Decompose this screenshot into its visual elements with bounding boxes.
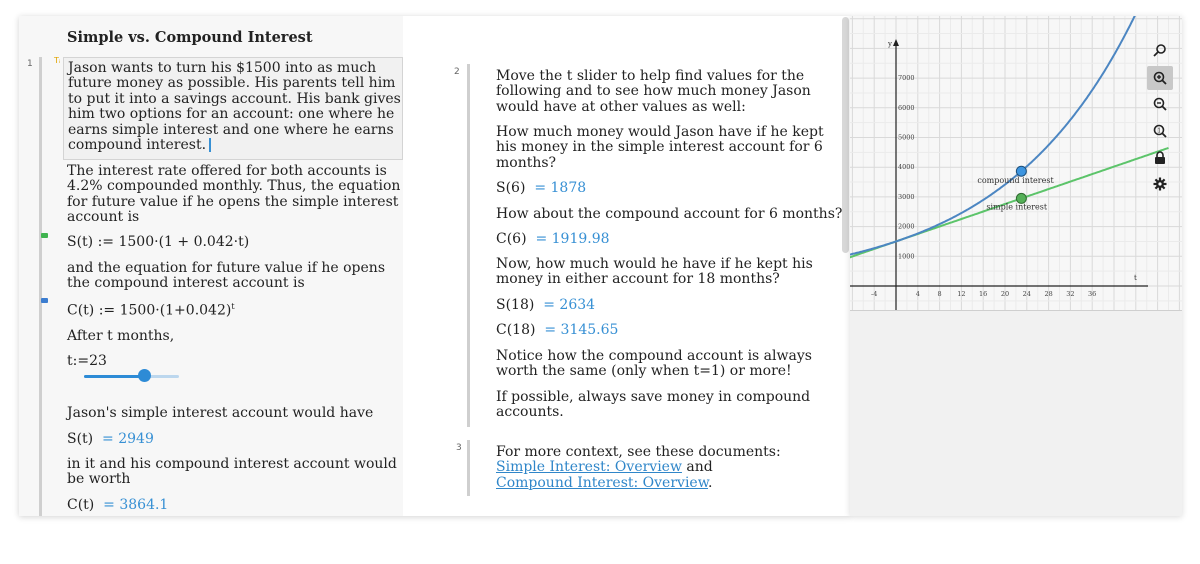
notice-text: Notice how the compound account is always worth the same (only when t=1) or more!	[496, 348, 812, 380]
y-tick-label: 2000	[898, 222, 915, 231]
s-eval[interactable]: S(t) = 2949	[67, 431, 154, 447]
c-result: = 3864.1	[103, 497, 169, 513]
y-tick-label: 7000	[898, 74, 915, 83]
s6-eval[interactable]: S(6) = 1878	[496, 180, 587, 196]
x-tick-label: 16	[979, 290, 988, 298]
rate-text: The interest rate offered for both accounts is 4.2% compounded monthly. Thus, the equation for future value if he opens the simple interest account is	[67, 163, 401, 226]
compound-label: compound interest	[977, 176, 1054, 186]
y-tick-label: 3000	[898, 192, 915, 201]
t-slider-fill	[84, 375, 145, 378]
math-marker-simple	[41, 233, 48, 238]
y-tick-label: 4000	[898, 163, 915, 172]
gear-icon[interactable]	[1147, 172, 1173, 196]
x-tick-label: 32	[1066, 290, 1075, 298]
region-number-3: 3	[456, 443, 462, 453]
link-simple-interest[interactable]: Simple Interest: Overview	[496, 459, 682, 476]
question-2: How about the compound account for 6 months?	[496, 206, 843, 222]
advice-text: If possible, always save money in compound accounts.	[496, 389, 811, 421]
c18-eval[interactable]: C(18) = 3145.65	[496, 322, 619, 338]
y-tick-label: 5000	[898, 133, 915, 142]
x-tick-label: 8	[937, 290, 942, 298]
x-tick-label: 20	[1000, 290, 1010, 298]
y-axis-label: y	[888, 40, 892, 48]
x-tick-label: 12	[957, 290, 966, 298]
y-tick-label: 6000	[898, 103, 915, 112]
simple-label: simple interest	[986, 202, 1048, 212]
eq-compound[interactable]: C(t) := $1500\cdot(1+0.042)^t$	[67, 302, 235, 319]
link-compound-interest[interactable]: Compound Interest: Overview	[496, 474, 709, 491]
intro-text[interactable]: Jason wants to turn his $1500 into as much future money as possible. His parents tell him to put it into a savings account. His bank gives him two options for an account: one where he earns simple interest and one where he earns compound interest.	[68, 60, 401, 154]
y-axis-arrow	[893, 39, 899, 46]
region-bar-3	[467, 440, 470, 496]
context-text: For more context, see these documents: Simple Interest: Overview and Compound Interest: Overview.	[496, 444, 781, 491]
region-bar-2	[467, 64, 470, 427]
zoom-fit-icon[interactable]	[1147, 38, 1173, 62]
plot-area[interactable]	[850, 16, 1182, 311]
graph-panel	[850, 16, 1182, 516]
x-tick-label: 24	[1022, 290, 1031, 298]
in-it-text: in it and his compound interest account would be worth	[67, 456, 397, 488]
zoom-reset-icon[interactable]	[1147, 119, 1173, 143]
zoom-in-icon[interactable]	[1147, 66, 1173, 90]
c-eval[interactable]: C(t) = 3864.1	[67, 497, 169, 513]
text-cursor	[209, 138, 211, 152]
x-tick-label: 28	[1044, 290, 1053, 298]
t-definition[interactable]: t:=23	[67, 353, 107, 369]
compound-point	[1016, 166, 1026, 176]
after-text: After t months,	[67, 328, 175, 344]
text-mode-icon: Tᵢ	[54, 56, 61, 65]
compound-text: and the equation for future value if he opens the compound interest account is	[67, 260, 386, 292]
graph-svg[interactable]	[850, 16, 1182, 310]
s-result: = 2949	[102, 431, 154, 447]
question-3: Now, how much would he have if he kept his money in either account for 18 months?	[496, 256, 813, 288]
question-1: How much money would Jason have if he kept his money in the simple interest account for 6 months?	[496, 124, 824, 171]
scrollbar[interactable]	[842, 17, 849, 253]
c6-eval[interactable]: C(6) = 1919.98	[496, 231, 610, 247]
x-tick-label: 4	[915, 290, 920, 298]
math-marker-compound	[41, 298, 48, 303]
x-tick-label: 36	[1088, 290, 1097, 298]
t-slider-handle[interactable]	[138, 369, 151, 382]
region-bar-1	[39, 57, 42, 516]
zoom-out-icon[interactable]	[1147, 92, 1173, 116]
lock-icon[interactable]	[1147, 146, 1173, 170]
region-number-2: 2	[454, 67, 460, 77]
page-title: Simple vs. Compound Interest	[67, 29, 313, 46]
simple-account-text: Jason's simple interest account would have	[67, 405, 374, 421]
eq-simple[interactable]: S(t) := 1500·(1 + 0.042·t)	[67, 234, 250, 250]
x-axis-label: t	[1134, 274, 1137, 282]
svg-text:1: 1	[1157, 127, 1162, 135]
s18-eval[interactable]: S(18) = 2634	[496, 297, 596, 313]
instructions-text: Move the t slider to help find values for the following and to see how much money Jason would have at other values as well:	[496, 68, 811, 115]
x-tick-label: -4	[871, 290, 878, 298]
region-number-1: 1	[27, 59, 33, 69]
y-tick-label: 1000	[898, 252, 915, 261]
